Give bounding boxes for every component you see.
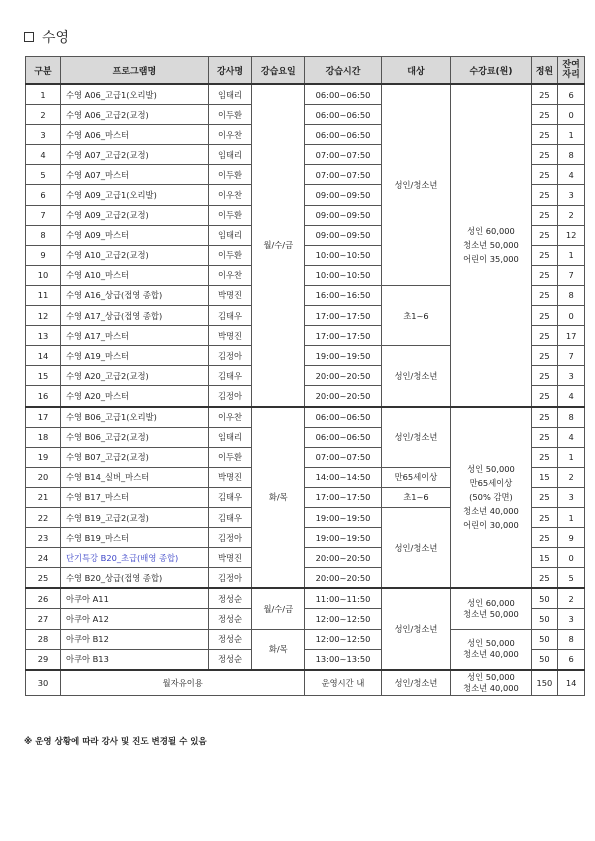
target-group: 성인/청소년 <box>381 588 451 669</box>
instructor-name: 박명진 <box>208 467 251 487</box>
row-no: 30 <box>26 670 61 696</box>
row-no: 2 <box>26 105 61 125</box>
class-time: 09:00~09:50 <box>305 205 381 225</box>
remaining-seats: 8 <box>558 145 585 165</box>
program-name: 수영 A09_고급1(오리발) <box>60 185 208 205</box>
program-name: 수영 B07_고급2(교정) <box>60 447 208 467</box>
fee <box>451 629 531 670</box>
class-time: 17:00~17:50 <box>305 326 381 346</box>
remaining-seats: 8 <box>558 629 585 649</box>
class-days: 화/목 <box>252 629 305 670</box>
row-no: 6 <box>26 185 61 205</box>
fee-line: 청소년 50,000 <box>463 240 519 251</box>
instructor-name: 이우찬 <box>208 407 251 428</box>
col-header-time: 강습시간 <box>305 57 381 85</box>
target-group: 성인/청소년 <box>381 407 451 468</box>
class-time: 07:00~07:50 <box>305 447 381 467</box>
fee-line: 만65세이상 <box>469 478 513 489</box>
col-header-target: 대상 <box>381 57 451 85</box>
remaining-seats: 7 <box>558 265 585 285</box>
row-no: 20 <box>26 467 61 487</box>
row-no: 5 <box>26 165 61 185</box>
footnote: ※ 운영 상황에 따라 강사 및 진도 변경될 수 있음 <box>24 737 207 747</box>
col-header-no: 구분 <box>26 57 61 85</box>
row-no: 18 <box>26 427 61 447</box>
program-name: 수영 B17_마스터 <box>60 487 208 507</box>
remaining-seats: 1 <box>558 447 585 467</box>
program-name: 수영 B19_마스터 <box>60 528 208 548</box>
fee-line: 어린이 35,000 <box>463 254 519 265</box>
program-name: 수영 B20_상급(접영 종합) <box>60 568 208 589</box>
remaining-seats: 17 <box>558 326 585 346</box>
fee-line: 성인 50,000 <box>467 638 515 649</box>
instructor-name: 이우찬 <box>208 265 251 285</box>
instructor-name: 박명진 <box>208 326 251 346</box>
program-name: 월자유이용 <box>60 670 305 696</box>
instructor-name: 이두환 <box>208 165 251 185</box>
remaining-seats: 14 <box>558 670 585 696</box>
remaining-seats: 4 <box>558 427 585 447</box>
capacity: 50 <box>531 649 558 670</box>
class-time: 10:00~10:50 <box>305 265 381 285</box>
capacity: 25 <box>531 346 558 366</box>
class-time: 19:00~19:50 <box>305 507 381 527</box>
capacity: 25 <box>531 225 558 245</box>
class-time: 12:00~12:50 <box>305 609 381 629</box>
col-header-program: 프로그램명 <box>60 57 208 85</box>
table-body <box>26 84 585 695</box>
table-header <box>26 57 585 85</box>
class-time: 06:00~06:50 <box>305 84 381 105</box>
capacity: 50 <box>531 588 558 609</box>
instructor-name: 정성순 <box>208 629 251 649</box>
program-name: 수영 A10_마스터 <box>60 265 208 285</box>
fee-line: 어린이 30,000 <box>463 520 519 531</box>
fee <box>451 84 531 407</box>
class-time: 14:00~14:50 <box>305 467 381 487</box>
target-group: 성인/청소년 <box>381 670 451 696</box>
row-no: 9 <box>26 245 61 265</box>
col-header-capacity: 정원 <box>531 57 558 85</box>
capacity: 25 <box>531 285 558 305</box>
program-name: 수영 A06_마스터 <box>60 125 208 145</box>
remaining-seats: 6 <box>558 649 585 670</box>
fee-line: (50% 감면) <box>469 492 513 503</box>
instructor-name: 김정아 <box>208 568 251 589</box>
program-name: 수영 A19_마스터 <box>60 346 208 366</box>
capacity: 50 <box>531 609 558 629</box>
capacity: 25 <box>531 407 558 428</box>
target-group: 성인/청소년 <box>381 507 451 588</box>
instructor-name: 임태리 <box>208 427 251 447</box>
instructor-name: 김정아 <box>208 346 251 366</box>
class-time: 운영시간 내 <box>305 670 381 696</box>
remaining-seats: 3 <box>558 487 585 507</box>
row-no: 28 <box>26 629 61 649</box>
class-time: 17:00~17:50 <box>305 306 381 326</box>
class-time: 06:00~06:50 <box>305 105 381 125</box>
instructor-name: 김태우 <box>208 306 251 326</box>
row-no: 25 <box>26 568 61 589</box>
remaining-seats: 3 <box>558 185 585 205</box>
remaining-seats: 12 <box>558 225 585 245</box>
instructor-name: 김정아 <box>208 386 251 407</box>
row-no: 7 <box>26 205 61 225</box>
remaining-seats: 1 <box>558 507 585 527</box>
row-no: 19 <box>26 447 61 467</box>
instructor-name: 김태우 <box>208 507 251 527</box>
class-time: 07:00~07:50 <box>305 165 381 185</box>
program-name: 아쿠아 B12 <box>60 629 208 649</box>
row-no: 17 <box>26 407 61 428</box>
remaining-seats: 8 <box>558 285 585 305</box>
table-row <box>26 588 585 609</box>
fee-line: 청소년 40,000 <box>463 506 519 517</box>
remaining-seats: 1 <box>558 125 585 145</box>
program-name: 수영 A07_고급2(교정) <box>60 145 208 165</box>
program-name: 수영 A06_고급2(교정) <box>60 105 208 125</box>
instructor-name: 정성순 <box>208 609 251 629</box>
program-name: 수영 A20_마스터 <box>60 386 208 407</box>
class-time: 11:00~11:50 <box>305 588 381 609</box>
row-no: 12 <box>26 306 61 326</box>
row-no: 27 <box>26 609 61 629</box>
row-no: 13 <box>26 326 61 346</box>
row-no: 8 <box>26 225 61 245</box>
fee-line: 성인 60,000 <box>467 597 515 608</box>
remaining-seats: 4 <box>558 386 585 407</box>
remaining-seats: 0 <box>558 548 585 568</box>
instructor-name: 박명진 <box>208 285 251 305</box>
remaining-seats: 7 <box>558 346 585 366</box>
remaining-seats: 1 <box>558 245 585 265</box>
class-time: 20:00~20:50 <box>305 568 381 589</box>
program-name: 아쿠아 A12 <box>60 609 208 629</box>
instructor-name: 정성순 <box>208 649 251 670</box>
instructor-name: 이두환 <box>208 105 251 125</box>
capacity: 25 <box>531 185 558 205</box>
class-days: 월/수/금 <box>252 588 305 629</box>
program-name: 수영 A07_마스터 <box>60 165 208 185</box>
row-no: 22 <box>26 507 61 527</box>
instructor-name: 김태우 <box>208 366 251 386</box>
table-row <box>26 407 585 428</box>
remaining-seats: 9 <box>558 528 585 548</box>
capacity: 15 <box>531 467 558 487</box>
remaining-seats: 0 <box>558 306 585 326</box>
capacity: 25 <box>531 205 558 225</box>
target-group: 성인/청소년 <box>381 84 451 285</box>
fee <box>451 407 531 589</box>
row-no: 4 <box>26 145 61 165</box>
instructor-name: 이두환 <box>208 447 251 467</box>
row-no: 16 <box>26 386 61 407</box>
instructor-name: 임태리 <box>208 145 251 165</box>
remaining-seats: 2 <box>558 205 585 225</box>
instructor-name: 이두환 <box>208 205 251 225</box>
row-no: 14 <box>26 346 61 366</box>
table-row <box>26 84 585 105</box>
program-name: 수영 A20_고급2(교정) <box>60 366 208 386</box>
capacity: 25 <box>531 427 558 447</box>
col-header-days: 강습요일 <box>252 57 305 85</box>
class-time: 12:00~12:50 <box>305 629 381 649</box>
instructor-name: 이두환 <box>208 245 251 265</box>
instructor-name: 이우찬 <box>208 185 251 205</box>
capacity: 25 <box>531 84 558 105</box>
capacity: 25 <box>531 265 558 285</box>
instructor-name: 임태리 <box>208 225 251 245</box>
capacity: 25 <box>531 447 558 467</box>
fee-line: 성인 50,000 <box>467 464 515 475</box>
capacity: 50 <box>531 629 558 649</box>
class-time: 16:00~16:50 <box>305 285 381 305</box>
remaining-seats: 0 <box>558 105 585 125</box>
program-name: 아쿠아 A11 <box>60 588 208 609</box>
class-time: 17:00~17:50 <box>305 487 381 507</box>
target-group: 초1~6 <box>381 487 451 507</box>
instructor-name: 이우찬 <box>208 125 251 145</box>
remaining-seats: 3 <box>558 609 585 629</box>
target-group: 성인/청소년 <box>381 346 451 407</box>
remaining-seats: 2 <box>558 588 585 609</box>
program-name: 수영 A16_상급(접영 종합) <box>60 285 208 305</box>
row-no: 15 <box>26 366 61 386</box>
remaining-seats: 2 <box>558 467 585 487</box>
instructor-name: 정성순 <box>208 588 251 609</box>
program-name: 수영 A06_고급1(오리발) <box>60 84 208 105</box>
class-time: 19:00~19:50 <box>305 528 381 548</box>
program-name: 수영 B06_고급2(교정) <box>60 427 208 447</box>
class-time: 19:00~19:50 <box>305 346 381 366</box>
capacity: 25 <box>531 326 558 346</box>
remaining-seats: 8 <box>558 407 585 428</box>
class-time: 07:00~07:50 <box>305 145 381 165</box>
instructor-name: 박명진 <box>208 548 251 568</box>
class-time: 20:00~20:50 <box>305 386 381 407</box>
instructor-name: 김정아 <box>208 528 251 548</box>
class-days: 월/수/금 <box>252 84 305 407</box>
program-name: 수영 A10_고급2(교정) <box>60 245 208 265</box>
section-heading <box>24 28 69 46</box>
capacity: 25 <box>531 487 558 507</box>
class-time: 09:00~09:50 <box>305 225 381 245</box>
remaining-seats: 4 <box>558 165 585 185</box>
program-name: 수영 A17_상급(접영 종합) <box>60 306 208 326</box>
row-no: 26 <box>26 588 61 609</box>
fee-line: 청소년 40,000 <box>463 682 519 693</box>
target-group: 만65세이상 <box>381 467 451 487</box>
row-no: 11 <box>26 285 61 305</box>
class-time: 06:00~06:50 <box>305 427 381 447</box>
row-no: 29 <box>26 649 61 670</box>
capacity: 25 <box>531 145 558 165</box>
class-time: 06:00~06:50 <box>305 125 381 145</box>
remaining-seats: 3 <box>558 366 585 386</box>
row-no: 24 <box>26 548 61 568</box>
class-time: 20:00~20:50 <box>305 548 381 568</box>
col-header-remaining: 잔여 자리 <box>558 57 585 85</box>
row-no: 21 <box>26 487 61 507</box>
capacity: 25 <box>531 306 558 326</box>
instructor-name: 김태우 <box>208 487 251 507</box>
row-no: 10 <box>26 265 61 285</box>
program-name: 수영 B14_실버_마스터 <box>60 467 208 487</box>
capacity: 25 <box>531 105 558 125</box>
capacity: 15 <box>531 548 558 568</box>
fee <box>451 670 531 696</box>
program-name: 단기특강 B20_초급(배영 종합) <box>60 548 208 568</box>
capacity: 25 <box>531 165 558 185</box>
col-header-instructor: 강사명 <box>208 57 251 85</box>
fee-line: 청소년 40,000 <box>463 649 519 660</box>
instructor-name: 임태리 <box>208 84 251 105</box>
table-row <box>26 629 585 649</box>
remaining-seats: 6 <box>558 84 585 105</box>
col-header-fee: 수강료(원) <box>451 57 531 85</box>
schedule-table <box>25 56 585 696</box>
program-name: 아쿠아 B13 <box>60 649 208 670</box>
remaining-seats: 5 <box>558 568 585 589</box>
program-name: 수영 B19_고급2(교정) <box>60 507 208 527</box>
capacity: 25 <box>531 245 558 265</box>
capacity: 25 <box>531 507 558 527</box>
table-row <box>26 670 585 696</box>
row-no: 23 <box>26 528 61 548</box>
class-time: 10:00~10:50 <box>305 245 381 265</box>
checkbox-icon <box>24 32 34 42</box>
fee-line: 성인 60,000 <box>467 226 515 237</box>
class-time: 20:00~20:50 <box>305 366 381 386</box>
fee <box>451 588 531 629</box>
class-time: 09:00~09:50 <box>305 185 381 205</box>
target-group: 초1~6 <box>381 285 451 345</box>
capacity: 25 <box>531 366 558 386</box>
class-time: 06:00~06:50 <box>305 407 381 428</box>
fee-line: 성인 50,000 <box>467 671 515 682</box>
class-time: 13:00~13:50 <box>305 649 381 670</box>
section-title: 수영 <box>42 30 70 46</box>
capacity: 25 <box>531 528 558 548</box>
class-days: 화/목 <box>252 407 305 589</box>
capacity: 150 <box>531 670 558 696</box>
capacity: 25 <box>531 386 558 407</box>
program-name: 수영 A09_고급2(교정) <box>60 205 208 225</box>
capacity: 25 <box>531 568 558 589</box>
program-name: 수영 A09_마스터 <box>60 225 208 245</box>
program-name: 수영 A17_마스터 <box>60 326 208 346</box>
capacity: 25 <box>531 125 558 145</box>
row-no: 1 <box>26 84 61 105</box>
program-name: 수영 B06_고급1(오리발) <box>60 407 208 428</box>
row-no: 3 <box>26 125 61 145</box>
fee-line: 청소년 50,000 <box>463 608 519 619</box>
